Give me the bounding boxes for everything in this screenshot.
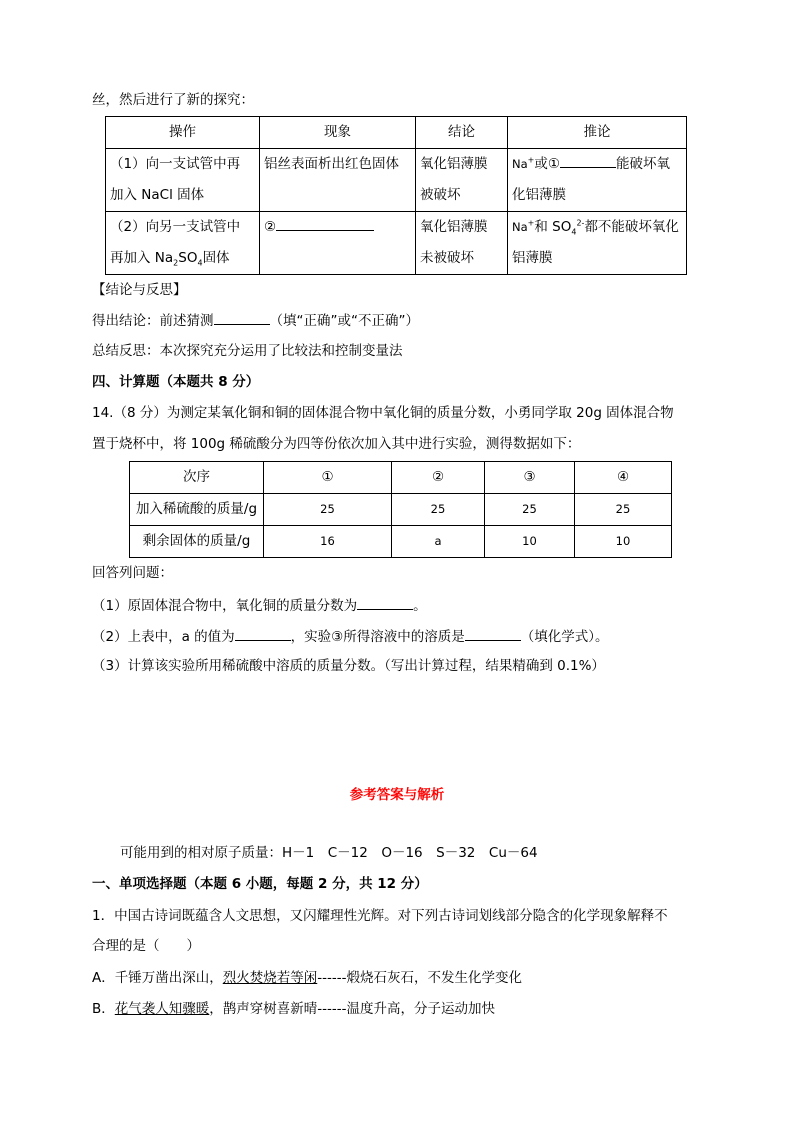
sub-question-3: （3）计算该实验所用稀硫酸中溶质的质量分数。（写出计算过程，结果精确到 0.1%） [92,658,605,674]
cell: 25 [575,494,672,526]
row2-operation: （2）向另一支试管中 再加入 $Na_2SO_4$固体 [106,212,260,275]
row2-phenomenon: ② [260,212,416,275]
summary-line: 总结反思：本次探究充分运用了比较法和控制变量法 [92,343,403,359]
header-3: ③ [485,462,575,494]
header-1: ① [264,462,392,494]
option-b: B．花气袭人知骤暖，鹊声穿树喜新晴------温度升高，分子运动加快 [92,1001,495,1017]
row-label: 加入稀硫酸的质量/g [130,494,264,526]
intro-line: 丝，然后进行了新的探究： [92,92,254,108]
cell: 25 [485,494,575,526]
reflection-heading: 【结论与反思】 [92,282,187,298]
table-row [130,526,672,558]
header-inference: 推论 [508,117,687,149]
q14-line2: 置于烧杯中，将 100g 稀硫酸分为四等份依次加入其中进行实验，测得数据如下： [92,436,581,452]
row2-inference: Na+和 $SO_4^{2-}$都不能破坏氧化 铝薄膜 [508,212,687,275]
section-4-heading: 四、计算题（本题共 8 分） [92,374,260,390]
answers-title: 参考答案与解析 [349,787,445,803]
table-row [130,494,672,526]
atomic-masses: 可能用到的相对原子质量：H－1 C－12 O－16 S－32 Cu－64 [120,845,538,861]
header-conclusion: 结论 [416,117,508,149]
row1-conclusion: 氧化铝薄膜 被破坏 [416,149,508,212]
sub-question-1: （1）原固体混合物中，氧化铜的质量分数为 。 [92,598,427,614]
header-phenomenon: 现象 [260,117,416,149]
cell: 25 [264,494,392,526]
header-operation: 操作 [106,117,260,149]
data-table [129,461,672,558]
header-order: 次序 [130,462,264,494]
q14-line1: 14.（8 分）为测定某氧化铜和铜的固体混合物中氧化铜的质量分数，小勇同学取 20g 固体混合物 [92,405,674,421]
cell: 10 [485,526,575,558]
header-2: ② [392,462,485,494]
sub-question-2: （2）上表中，a 的值为 ，实验③所得溶液中的溶质是 （填化学式）。 [92,629,609,645]
row2-conclusion: 氧化铝薄膜 未被破坏 [416,212,508,275]
section-1-heading: 一、单项选择题（本题 6 小题，每题 2 分，共 12 分） [92,876,428,892]
experiment-table [105,116,687,275]
header-4: ④ [575,462,672,494]
answer-prompt: 回答列问题： [92,565,173,581]
row1-operation: （1）向一支试管中再 加入 NaCl 固体 [106,149,260,212]
q1-line2: 合理的是（ ） [92,938,200,954]
cell: 25 [392,494,485,526]
row-label: 剩余固体的质量/g [130,526,264,558]
cell: 10 [575,526,672,558]
conclusion-line: 得出结论：前述猜测 （填“正确”或“不正确”） [92,313,419,329]
q1-line1: 1．中国古诗词既蕴含人文思想，又闪耀理性光辉。对下列古诗词划线部分隐含的化学现象解释不 [92,908,668,924]
row1-inference: Na+或① 能破坏氧 化铝薄膜 [508,149,687,212]
cell: 16 [264,526,392,558]
option-a: A．千锤万凿出深山，烈火焚烧若等闲------煅烧石灰石，不发生化学变化 [92,970,522,986]
cell: a [392,526,485,558]
row1-phenomenon: 铝丝表面析出红色固体 [260,149,416,212]
